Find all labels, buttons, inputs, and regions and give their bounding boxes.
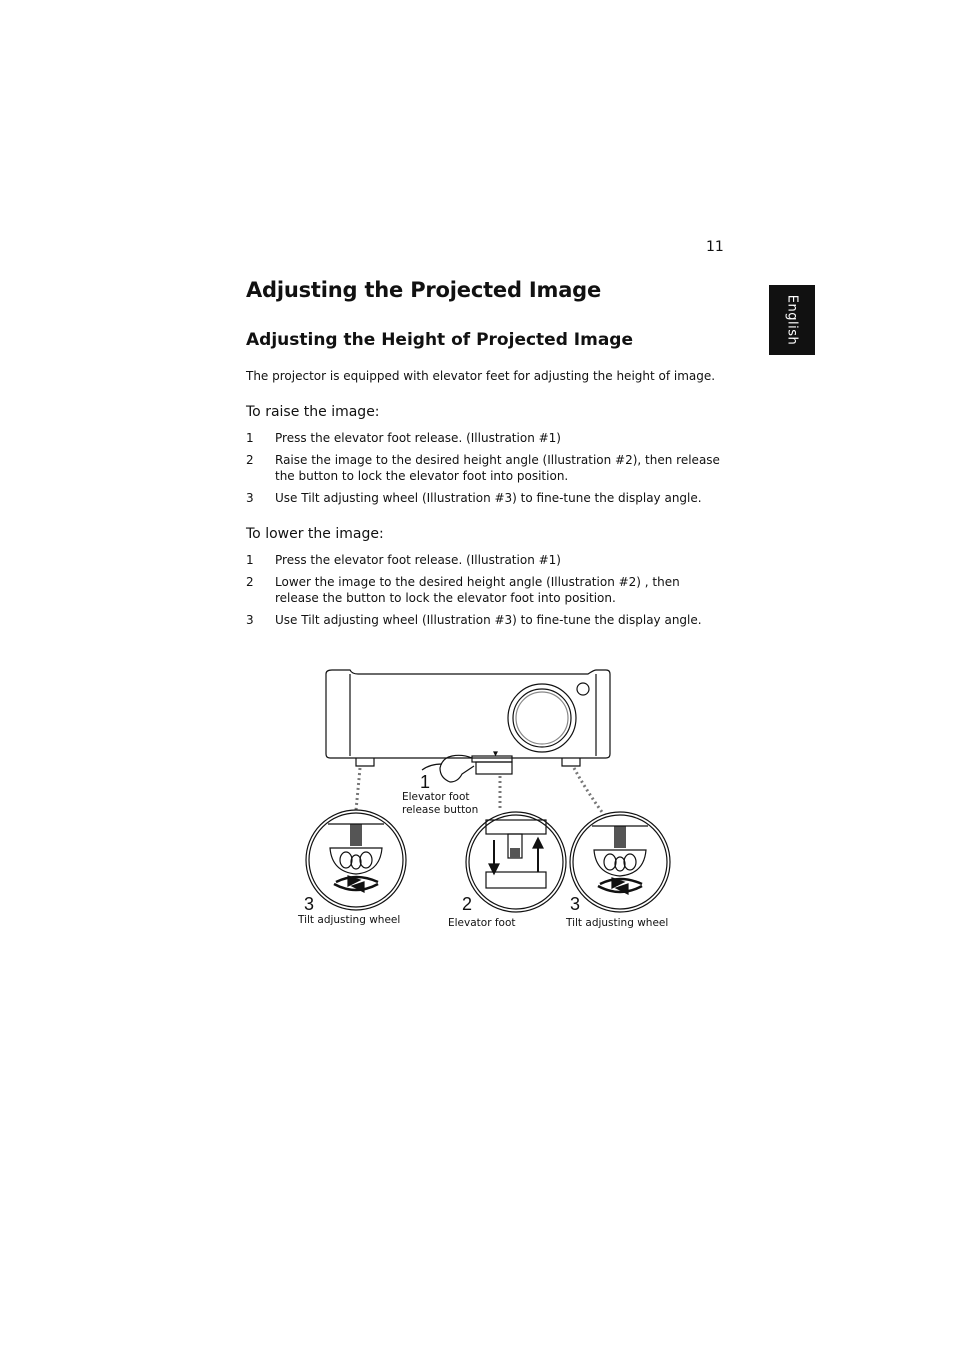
list-item — [246, 490, 726, 506]
language-tab-label: English — [784, 294, 800, 346]
page-title: Adjusting the Projected Image — [246, 278, 602, 302]
elevator-foot-circle — [466, 812, 566, 912]
release-button-caption — [402, 791, 478, 817]
elevator-foot-illustration — [290, 660, 690, 950]
step-number: 2 — [246, 453, 254, 467]
step-text: Press the elevator foot release. (Illustration #1) — [275, 431, 561, 445]
step-number: 2 — [246, 575, 254, 589]
illustration-label-2: 2 — [462, 894, 473, 914]
tilt-wheel-caption-right: Tilt adjusting wheel — [566, 917, 669, 929]
lower-heading: To lower the image: — [246, 526, 384, 542]
elevator-foot-caption: Elevator foot — [448, 917, 516, 929]
lower-steps — [246, 552, 726, 634]
language-tab — [769, 285, 815, 355]
illustration-label-3-right: 3 — [570, 894, 581, 914]
step-number: 1 — [246, 553, 254, 567]
intro-paragraph: The projector is equipped with elevator feet for adjusting the height of image. — [246, 369, 716, 383]
list-item — [246, 612, 726, 628]
lens — [508, 684, 576, 752]
raise-heading: To raise the image: — [246, 404, 380, 420]
finger — [440, 755, 474, 782]
illustration-label-3-left: 3 — [304, 894, 315, 914]
list-item — [246, 452, 726, 484]
projector-drawing — [290, 660, 690, 950]
step-text: Use Tilt adjusting wheel (Illustration #3) to fine-tune the display angle. — [275, 491, 702, 505]
step-text: Lower the image to the desired height angle (Illustration #2) , then release the button to lock the elevator foot into position. — [275, 575, 680, 605]
list-item — [246, 430, 726, 446]
section-title: Adjusting the Height of Projected Image — [246, 330, 633, 350]
illustration-label-1: 1 — [420, 772, 431, 792]
step-number: 3 — [246, 491, 254, 505]
release-caption-line2: release button — [402, 804, 479, 816]
step-text: Press the elevator foot release. (Illustration #1) — [275, 553, 561, 567]
raise-steps — [246, 430, 726, 512]
release-caption-line1: Elevator foot — [402, 791, 470, 803]
page-number: 11 — [706, 239, 724, 255]
list-item — [246, 574, 726, 606]
elevator-release-button — [472, 756, 512, 762]
step-text: Raise the image to the desired height angle (Illustration #2), then release the button to lock the elevator foot into position. — [275, 453, 720, 483]
tilt-wheel-caption-left: Tilt adjusting wheel — [298, 914, 401, 926]
step-number: 3 — [246, 613, 254, 627]
step-number: 1 — [246, 431, 254, 445]
list-item — [246, 552, 726, 568]
step-text: Use Tilt adjusting wheel (Illustration #3) to fine-tune the display angle. — [275, 613, 702, 627]
